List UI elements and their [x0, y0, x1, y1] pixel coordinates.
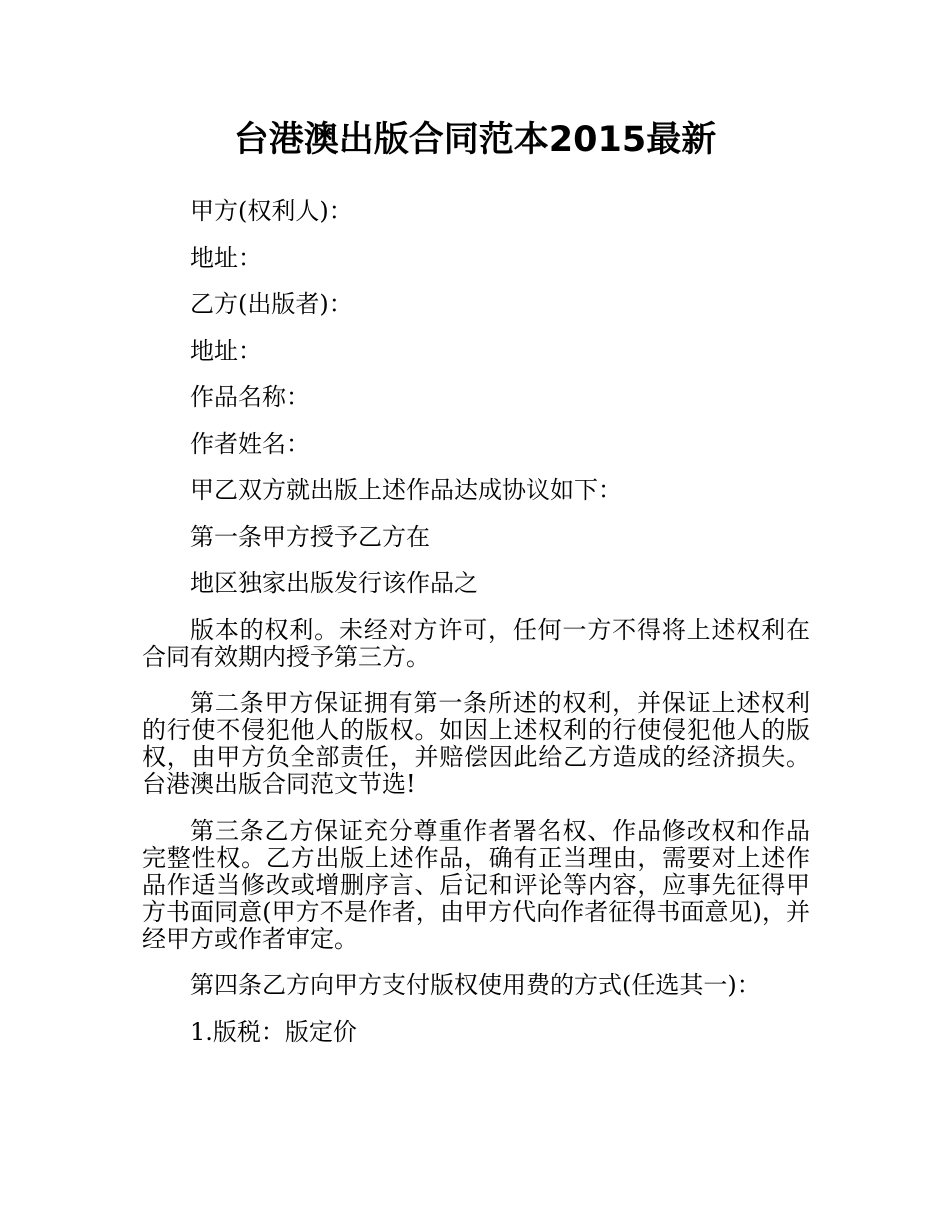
document-title: 台港澳出版合同范本2015最新: [233, 120, 717, 160]
work-title-line: 作品名称：: [190, 383, 310, 411]
article-4: 第四条乙方向甲方支付版权使用费的方式(任选其一)：: [190, 971, 761, 999]
party-a-address-line: 地址：: [190, 243, 262, 272]
document-body: [142, 198, 810, 1065]
party-b-line: 乙方(出版者)：: [190, 290, 353, 318]
article-2: 第二条甲方保证拥有第一条所述的权利，并保证上述权利的行使不侵犯他人的版权。如因上述权利的行使侵犯他人的版权，由甲方负全部责任，并赔偿因此给乙方造成的经济损失。台港澳出版合同范文节选!: [142, 689, 810, 798]
agreement-intro: 甲乙双方就出版上述作品达成协议如下：: [190, 476, 622, 504]
party-a-line: 甲方(权利人)：: [190, 197, 353, 225]
author-name-line: 作者姓名：: [190, 429, 310, 458]
article-1-line-1: 第一条甲方授予乙方在: [190, 522, 430, 551]
article-4-item-1: 1.版税：版定价: [190, 1017, 357, 1046]
party-b-address-line: 地址：: [190, 336, 262, 365]
article-1-line-2: 地区独家出版发行该作品之: [190, 569, 478, 597]
article-1-line-3: 版本的权利。未经对方许可，任何一方不得将上述权利在合同有效期内授予第三方。: [142, 615, 810, 671]
article-3: 第三条乙方保证充分尊重作者署名权、作品修改权和作品完整性权。乙方出版上述作品，确有正当理由，需要对上述作品作适当修改或增删序言、后记和评论等内容，应事先征得甲方书面同意(甲方不是作者，由甲方代向作者征得书面意见)，并经甲方或作者审定。: [142, 816, 810, 953]
